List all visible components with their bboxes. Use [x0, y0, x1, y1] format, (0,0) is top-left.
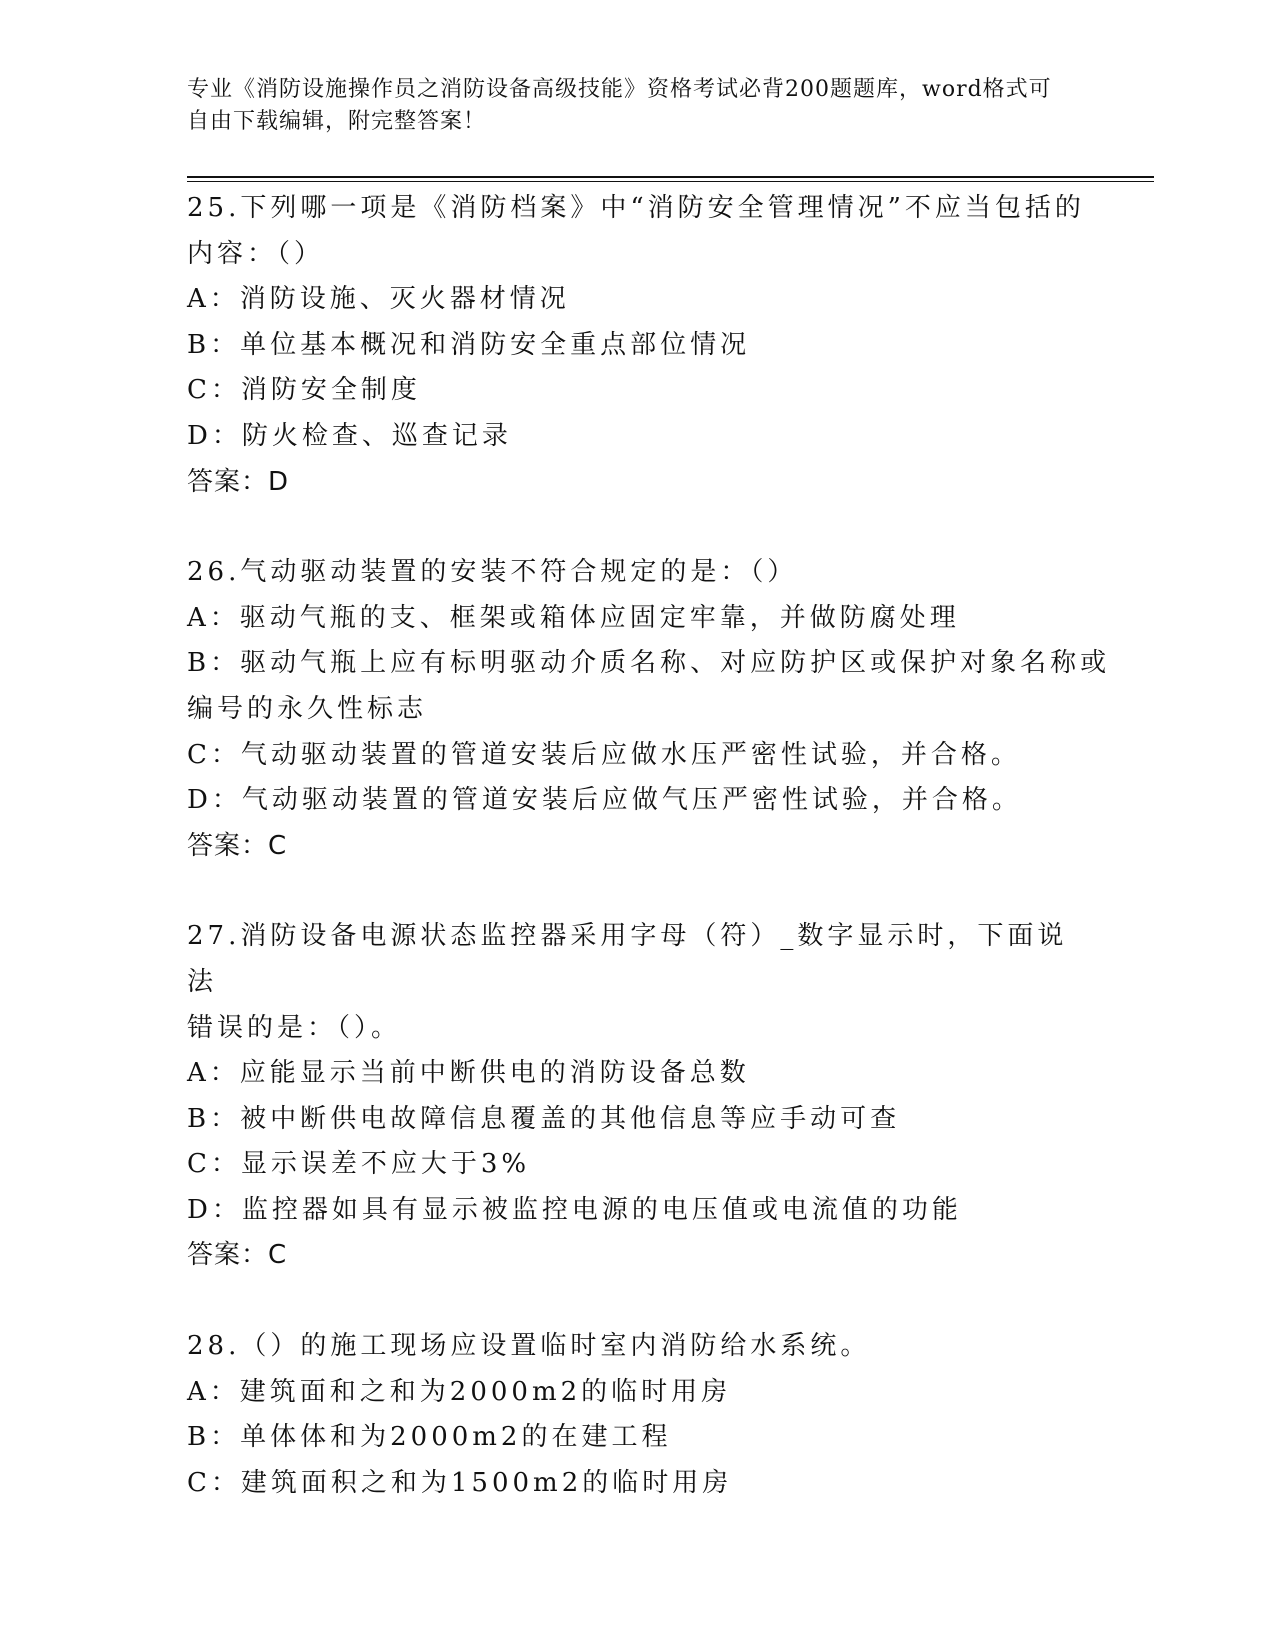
- question-stem: 28.（）的施工现场应设置临时室内消防给水系统。: [187, 1331, 871, 1362]
- option-b: B：被中断供电故障信息覆盖的其他信息等应手动可查: [187, 1103, 901, 1134]
- option-b-continued: 编号的永久性标志: [187, 693, 428, 724]
- header-divider-thick: [187, 176, 1154, 178]
- answer-label: 答案：C: [187, 830, 288, 861]
- option-c: C：显示误差不应大于3%: [187, 1149, 531, 1180]
- question-stem-continued: 错误的是：（）。: [187, 1012, 402, 1043]
- question-28: [187, 1324, 1087, 1506]
- option-a: A：建筑面和之和为2000m2的临时用房: [187, 1376, 732, 1407]
- question-25: [187, 186, 1087, 505]
- option-d: D：防火检查、巡查记录: [187, 420, 512, 451]
- question-stem: 26.气动驱动装置的安装不符合规定的是：（）: [187, 557, 798, 588]
- question-list: [187, 186, 1111, 1551]
- option-a: A：消防设施、灭火器材情况: [187, 284, 570, 315]
- option-a: A：应能显示当前中断供电的消防设备总数: [187, 1058, 750, 1089]
- question-stem-continued: 内容：（）: [187, 238, 325, 269]
- option-a: A：驱动气瓶的支、框架或箱体应固定牢靠，并做防腐处理: [187, 602, 960, 633]
- answer-label: 答案：D: [187, 466, 290, 497]
- option-c: C：气动驱动装置的管道安装后应做水压严密性试验，并合格。: [187, 739, 1021, 770]
- option-c: C：消防安全制度: [187, 375, 421, 406]
- question-26: [187, 550, 1111, 869]
- document-header: 专业《消防设施操作员之消防设备高级技能》资格考试必背200题题库，word格式可自由下载编辑，附完整答案！: [187, 77, 1052, 134]
- option-b: B：单位基本概况和消防安全重点部位情况: [187, 329, 751, 360]
- option-b: B：单体体和为2000m2的在建工程: [187, 1422, 672, 1453]
- option-d: D：气动驱动装置的管道安装后应做气压严密性试验，并合格。: [187, 785, 1022, 816]
- header-divider-thin: [187, 181, 1154, 182]
- question-stem: 25.下列哪一项是《消防档案》中“消防安全管理情况”不应当包括的: [187, 193, 1085, 223]
- option-c: C：建筑面积之和为1500m2的临时用房: [187, 1467, 733, 1498]
- option-b: B：驱动气瓶上应有标明驱动介质名称、对应防护区或保护对象名称或: [187, 648, 1111, 679]
- option-d: D：监控器如具有显示被监控电源的电压值或电流值的功能: [187, 1194, 962, 1225]
- answer-label: 答案：C: [187, 1240, 288, 1271]
- question-27: [187, 914, 1087, 1279]
- question-stem: 27.消防设备电源状态监控器采用字母（符）_数字显示时，下面说法: [187, 921, 1068, 997]
